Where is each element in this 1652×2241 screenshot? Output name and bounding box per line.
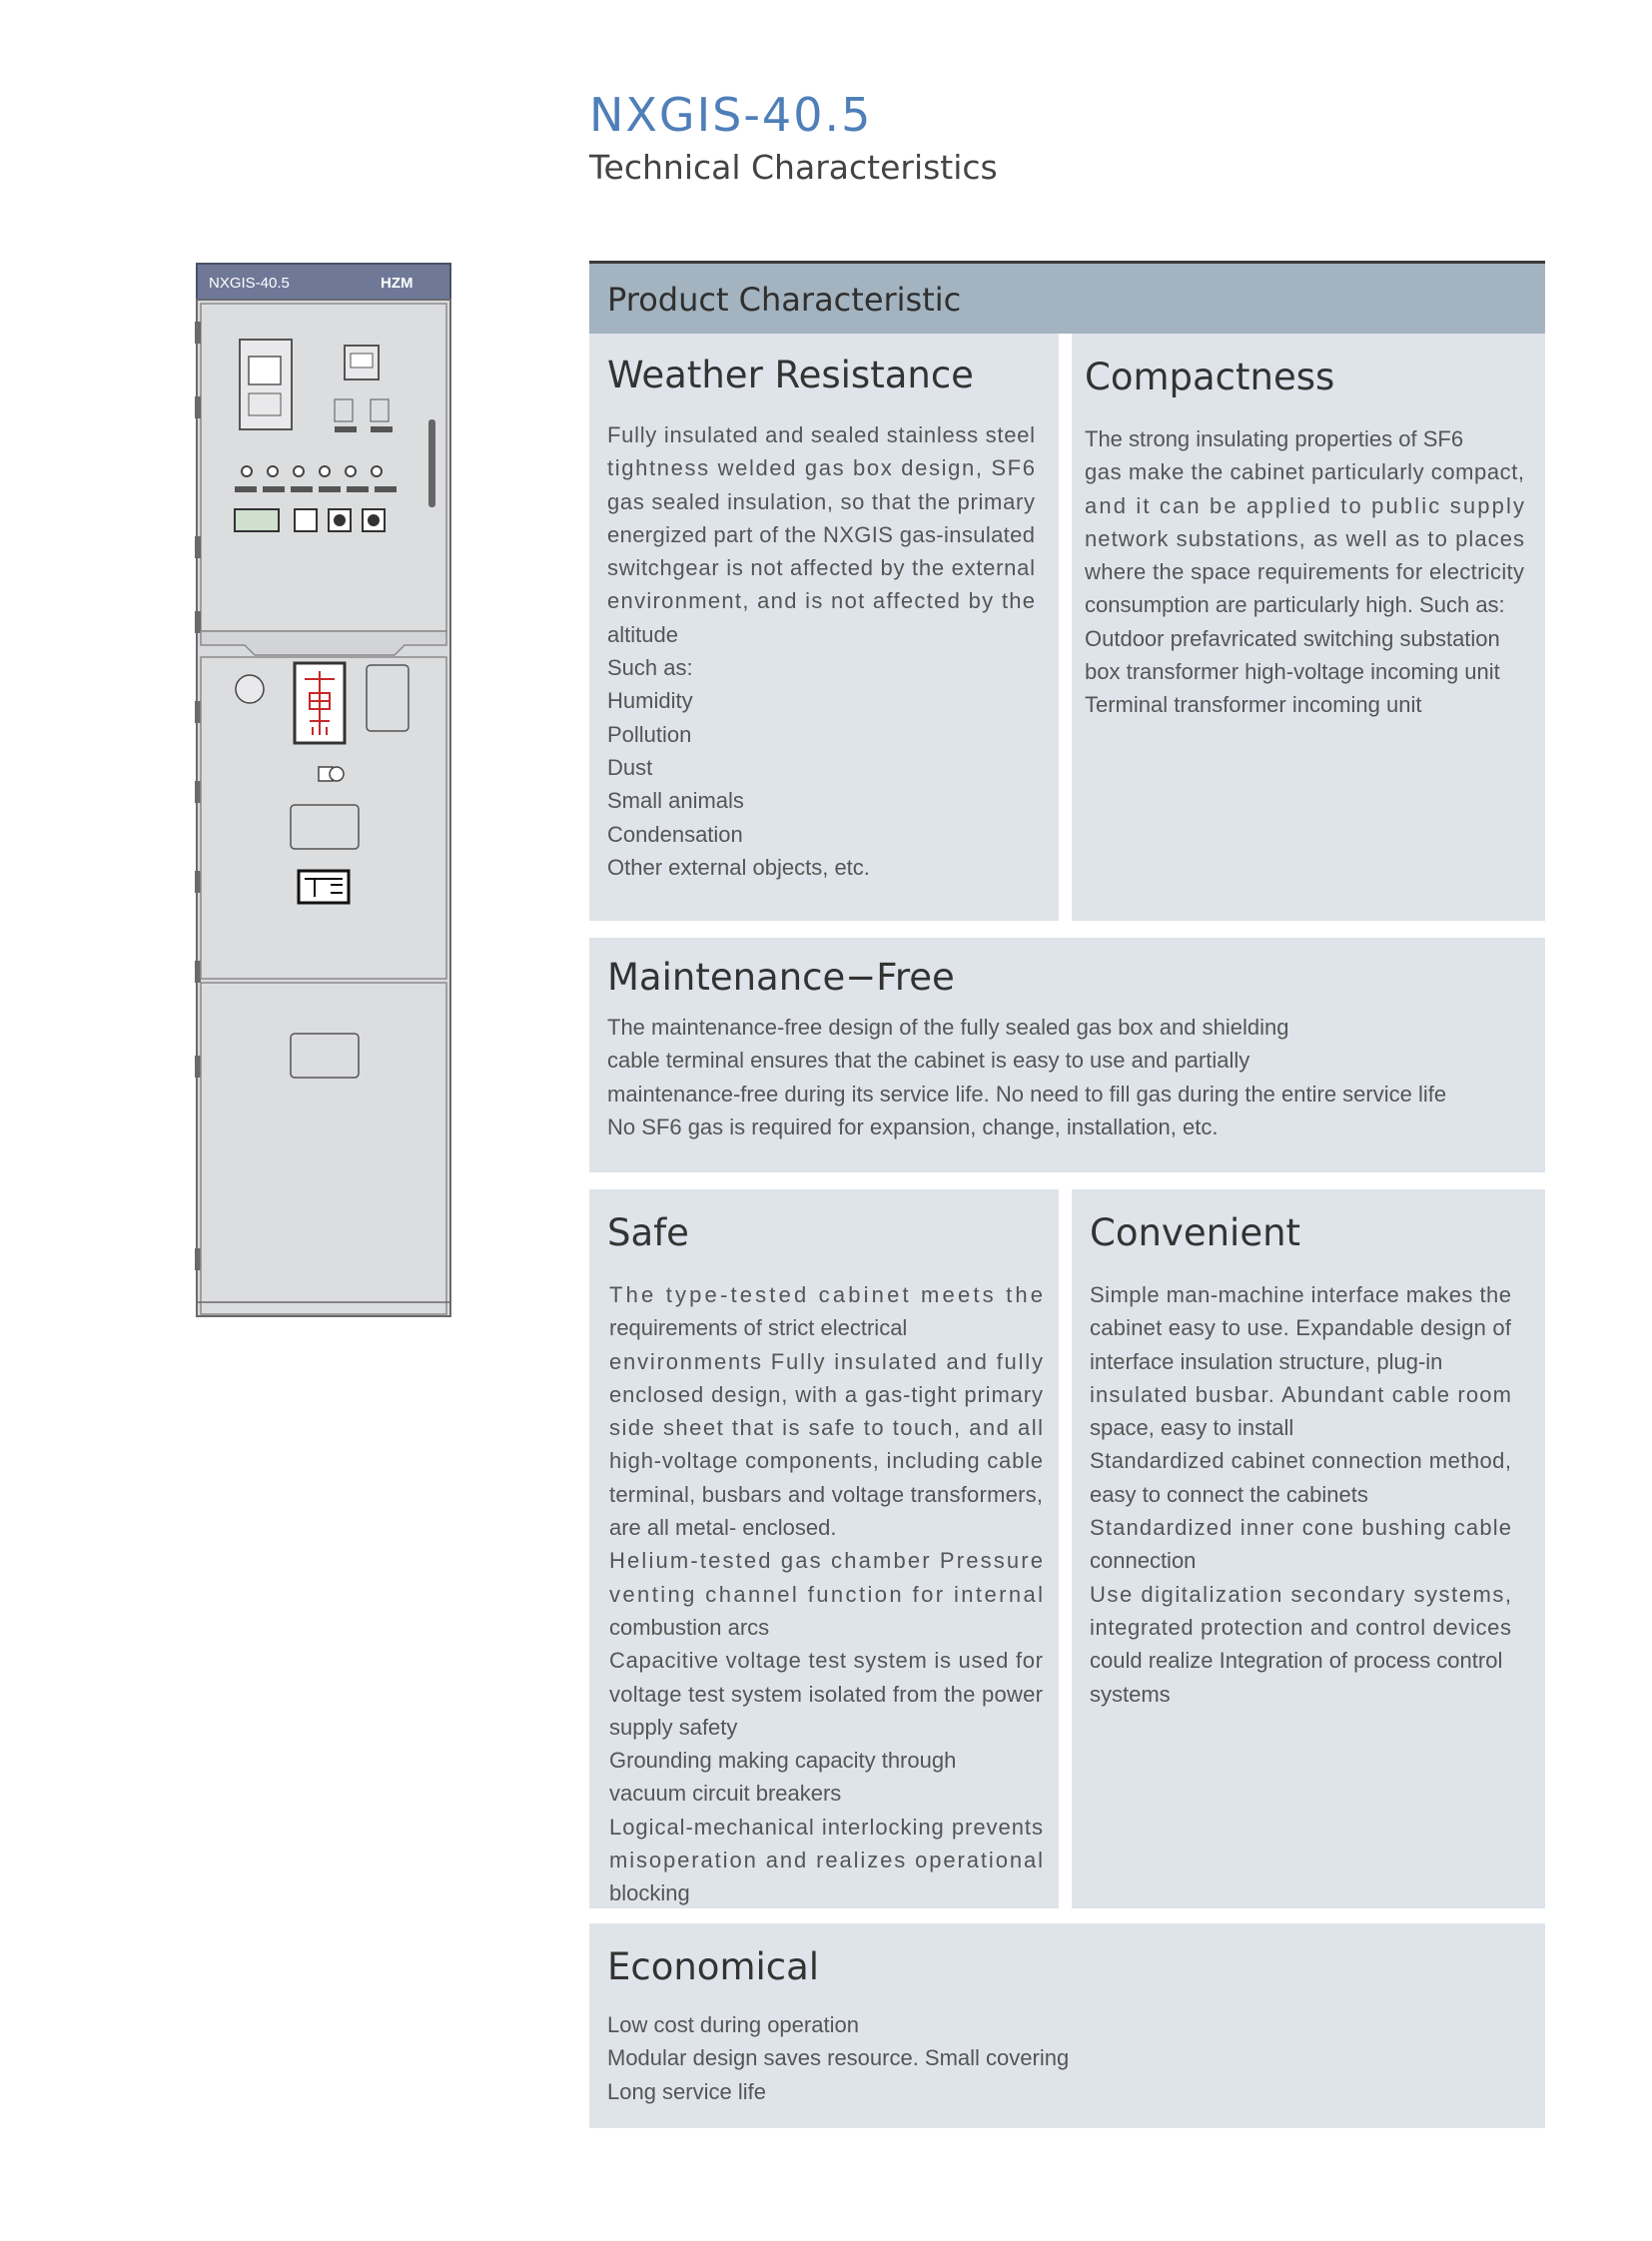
text-line: where the space requirements for electricity xyxy=(1085,559,1525,585)
text-line: environments Fully insulated and fully xyxy=(609,1348,1045,1374)
cabinet-lower-panel xyxy=(201,983,446,1314)
text-line: venting channel function for internal xyxy=(609,1581,1046,1607)
text-line: altitude xyxy=(607,621,678,647)
text-line: supply safety xyxy=(609,1714,738,1740)
text-line: side sheet that is safe to touch, and all xyxy=(609,1415,1045,1441)
viewing-window-icon xyxy=(236,675,264,703)
page-subtitle: Technical Characteristics xyxy=(589,148,998,187)
text-line: Low cost during operation xyxy=(607,2012,859,2037)
text-line: Terminal transformer incoming unit xyxy=(1085,692,1422,718)
text-line: Condensation xyxy=(607,821,743,847)
text-line: network substations, as well as to places xyxy=(1085,525,1526,551)
cabinet-brand-label: HZM xyxy=(381,275,413,292)
text-line: terminal, busbars and voltage transformers, xyxy=(609,1481,1044,1507)
text-line: Humidity xyxy=(607,688,693,714)
text-line: gas sealed insulation, so that the primary xyxy=(607,488,1036,514)
safe-box xyxy=(589,1189,1059,1908)
text-line: consumption are particularly high. Such as: xyxy=(1085,592,1505,618)
text-line: cabinet easy to use. Expandable design of xyxy=(1090,1315,1512,1341)
text-line: Dust xyxy=(607,754,653,780)
text-line: energized part of the NXGIS gas-insulated xyxy=(607,521,1036,547)
text-line: misoperation and realizes operational xyxy=(609,1848,1045,1873)
text-line: connection xyxy=(1090,1548,1197,1574)
text-line: gas make the cabinet particularly compact, xyxy=(1085,459,1525,485)
convenient-box xyxy=(1072,1189,1545,1908)
text-line: could realize Integration of process control xyxy=(1090,1648,1503,1674)
terminal-block-icon xyxy=(235,509,279,531)
text-line: Helium-tested gas chamber Pressure xyxy=(609,1548,1046,1574)
text-line: and it can be applied to public supply xyxy=(1085,492,1527,518)
text-line: Modular design saves resource. Small covering xyxy=(607,2045,1070,2071)
compactness-box xyxy=(1072,334,1545,921)
text-line: The strong insulating properties of SF6 xyxy=(1085,426,1464,451)
text-line: vacuum circuit breakers xyxy=(609,1781,842,1807)
text-line: insulated busbar. Abundant cable room xyxy=(1090,1381,1513,1407)
page-title: NXGIS-40.5 xyxy=(589,88,873,142)
text-line: Standardized cabinet connection method, xyxy=(1090,1448,1512,1474)
text-line: switchgear is not affected by the external xyxy=(607,555,1036,581)
compactness-title: Compactness xyxy=(1085,356,1335,398)
door-handle-icon xyxy=(428,419,435,507)
weather-resistance-text xyxy=(607,418,1035,884)
text-line: The type-tested cabinet meets the xyxy=(609,1282,1047,1307)
nameplate-icon xyxy=(299,871,349,903)
text-line: integrated protection and control devices xyxy=(1090,1614,1512,1640)
text-line: Pollution xyxy=(607,721,692,747)
text-line: enclosed design, with a gas-tight primary xyxy=(609,1381,1044,1407)
text-line: box transformer high-voltage incoming unit xyxy=(1085,659,1500,685)
text-line: environment, and is not affected by the xyxy=(607,588,1037,614)
text-line: combustion arcs xyxy=(609,1614,770,1640)
text-line: Other external objects, etc. xyxy=(607,854,870,880)
text-line: Logical-mechanical interlocking prevents xyxy=(609,1814,1044,1840)
section-header-band xyxy=(589,264,1545,334)
maintenance-free-text xyxy=(607,1011,1521,1143)
section-header-label: Product Characteristic xyxy=(607,281,962,319)
safe-title: Safe xyxy=(607,1211,689,1254)
economical-title: Economical xyxy=(607,1945,820,1988)
text-line: Simple man-machine interface makes the xyxy=(1090,1282,1512,1307)
text-line: No SF6 gas is required for expansion, change, installation, etc. xyxy=(607,1114,1219,1139)
economical-box xyxy=(589,1923,1545,2128)
text-line: voltage test system isolated from the power xyxy=(609,1681,1044,1707)
text-line: Use digitalization secondary systems, xyxy=(1090,1581,1513,1607)
text-line: interface insulation structure, plug-in xyxy=(1090,1348,1443,1374)
maintenance-free-box xyxy=(589,938,1545,1172)
text-line: The maintenance-free design of the fully sealed gas box and shielding xyxy=(607,1015,1289,1040)
text-line: Grounding making capacity through xyxy=(609,1748,957,1774)
text-line: space, easy to install xyxy=(1090,1415,1294,1441)
text-line: Fully insulated and sealed stainless steel xyxy=(607,422,1036,447)
text-line: easy to connect the cabinets xyxy=(1090,1481,1368,1507)
text-line: Small animals xyxy=(607,788,744,814)
text-line: are all metal- enclosed. xyxy=(609,1515,837,1541)
maintenance-free-title: Maintenance−Free xyxy=(607,956,955,999)
text-line: Outdoor prefavricated switching substation xyxy=(1085,625,1500,651)
text-line: Such as: xyxy=(607,655,693,681)
text-line: Long service life xyxy=(607,2078,766,2104)
text-line: high-voltage components, including cable xyxy=(609,1448,1044,1474)
switchgear-cabinet-illustration xyxy=(195,262,452,1318)
convenient-title: Convenient xyxy=(1090,1211,1301,1254)
convenient-text xyxy=(1090,1278,1511,1711)
compactness-text xyxy=(1085,422,1527,722)
safe-text xyxy=(607,1278,1047,1910)
text-line: tightness welded gas box design, SF6 xyxy=(607,455,1037,481)
text-line: requirements of strict electrical xyxy=(609,1315,908,1341)
economical-text xyxy=(607,2008,1521,2108)
text-line: cable terminal ensures that the cabinet is easy to use and partially xyxy=(607,1048,1250,1074)
weather-resistance-title: Weather Resistance xyxy=(607,354,974,396)
weather-resistance-box xyxy=(589,334,1059,921)
text-line: Standardized inner cone bushing cable xyxy=(1090,1515,1513,1541)
text-line: Capacitive voltage test system is used for xyxy=(609,1648,1044,1674)
text-line: maintenance-free during its service life. No need to fill gas during the entire service life xyxy=(607,1081,1447,1107)
cabinet-model-label: NXGIS-40.5 xyxy=(209,275,290,292)
text-line: blocking xyxy=(609,1880,690,1906)
text-line: systems xyxy=(1090,1681,1171,1707)
